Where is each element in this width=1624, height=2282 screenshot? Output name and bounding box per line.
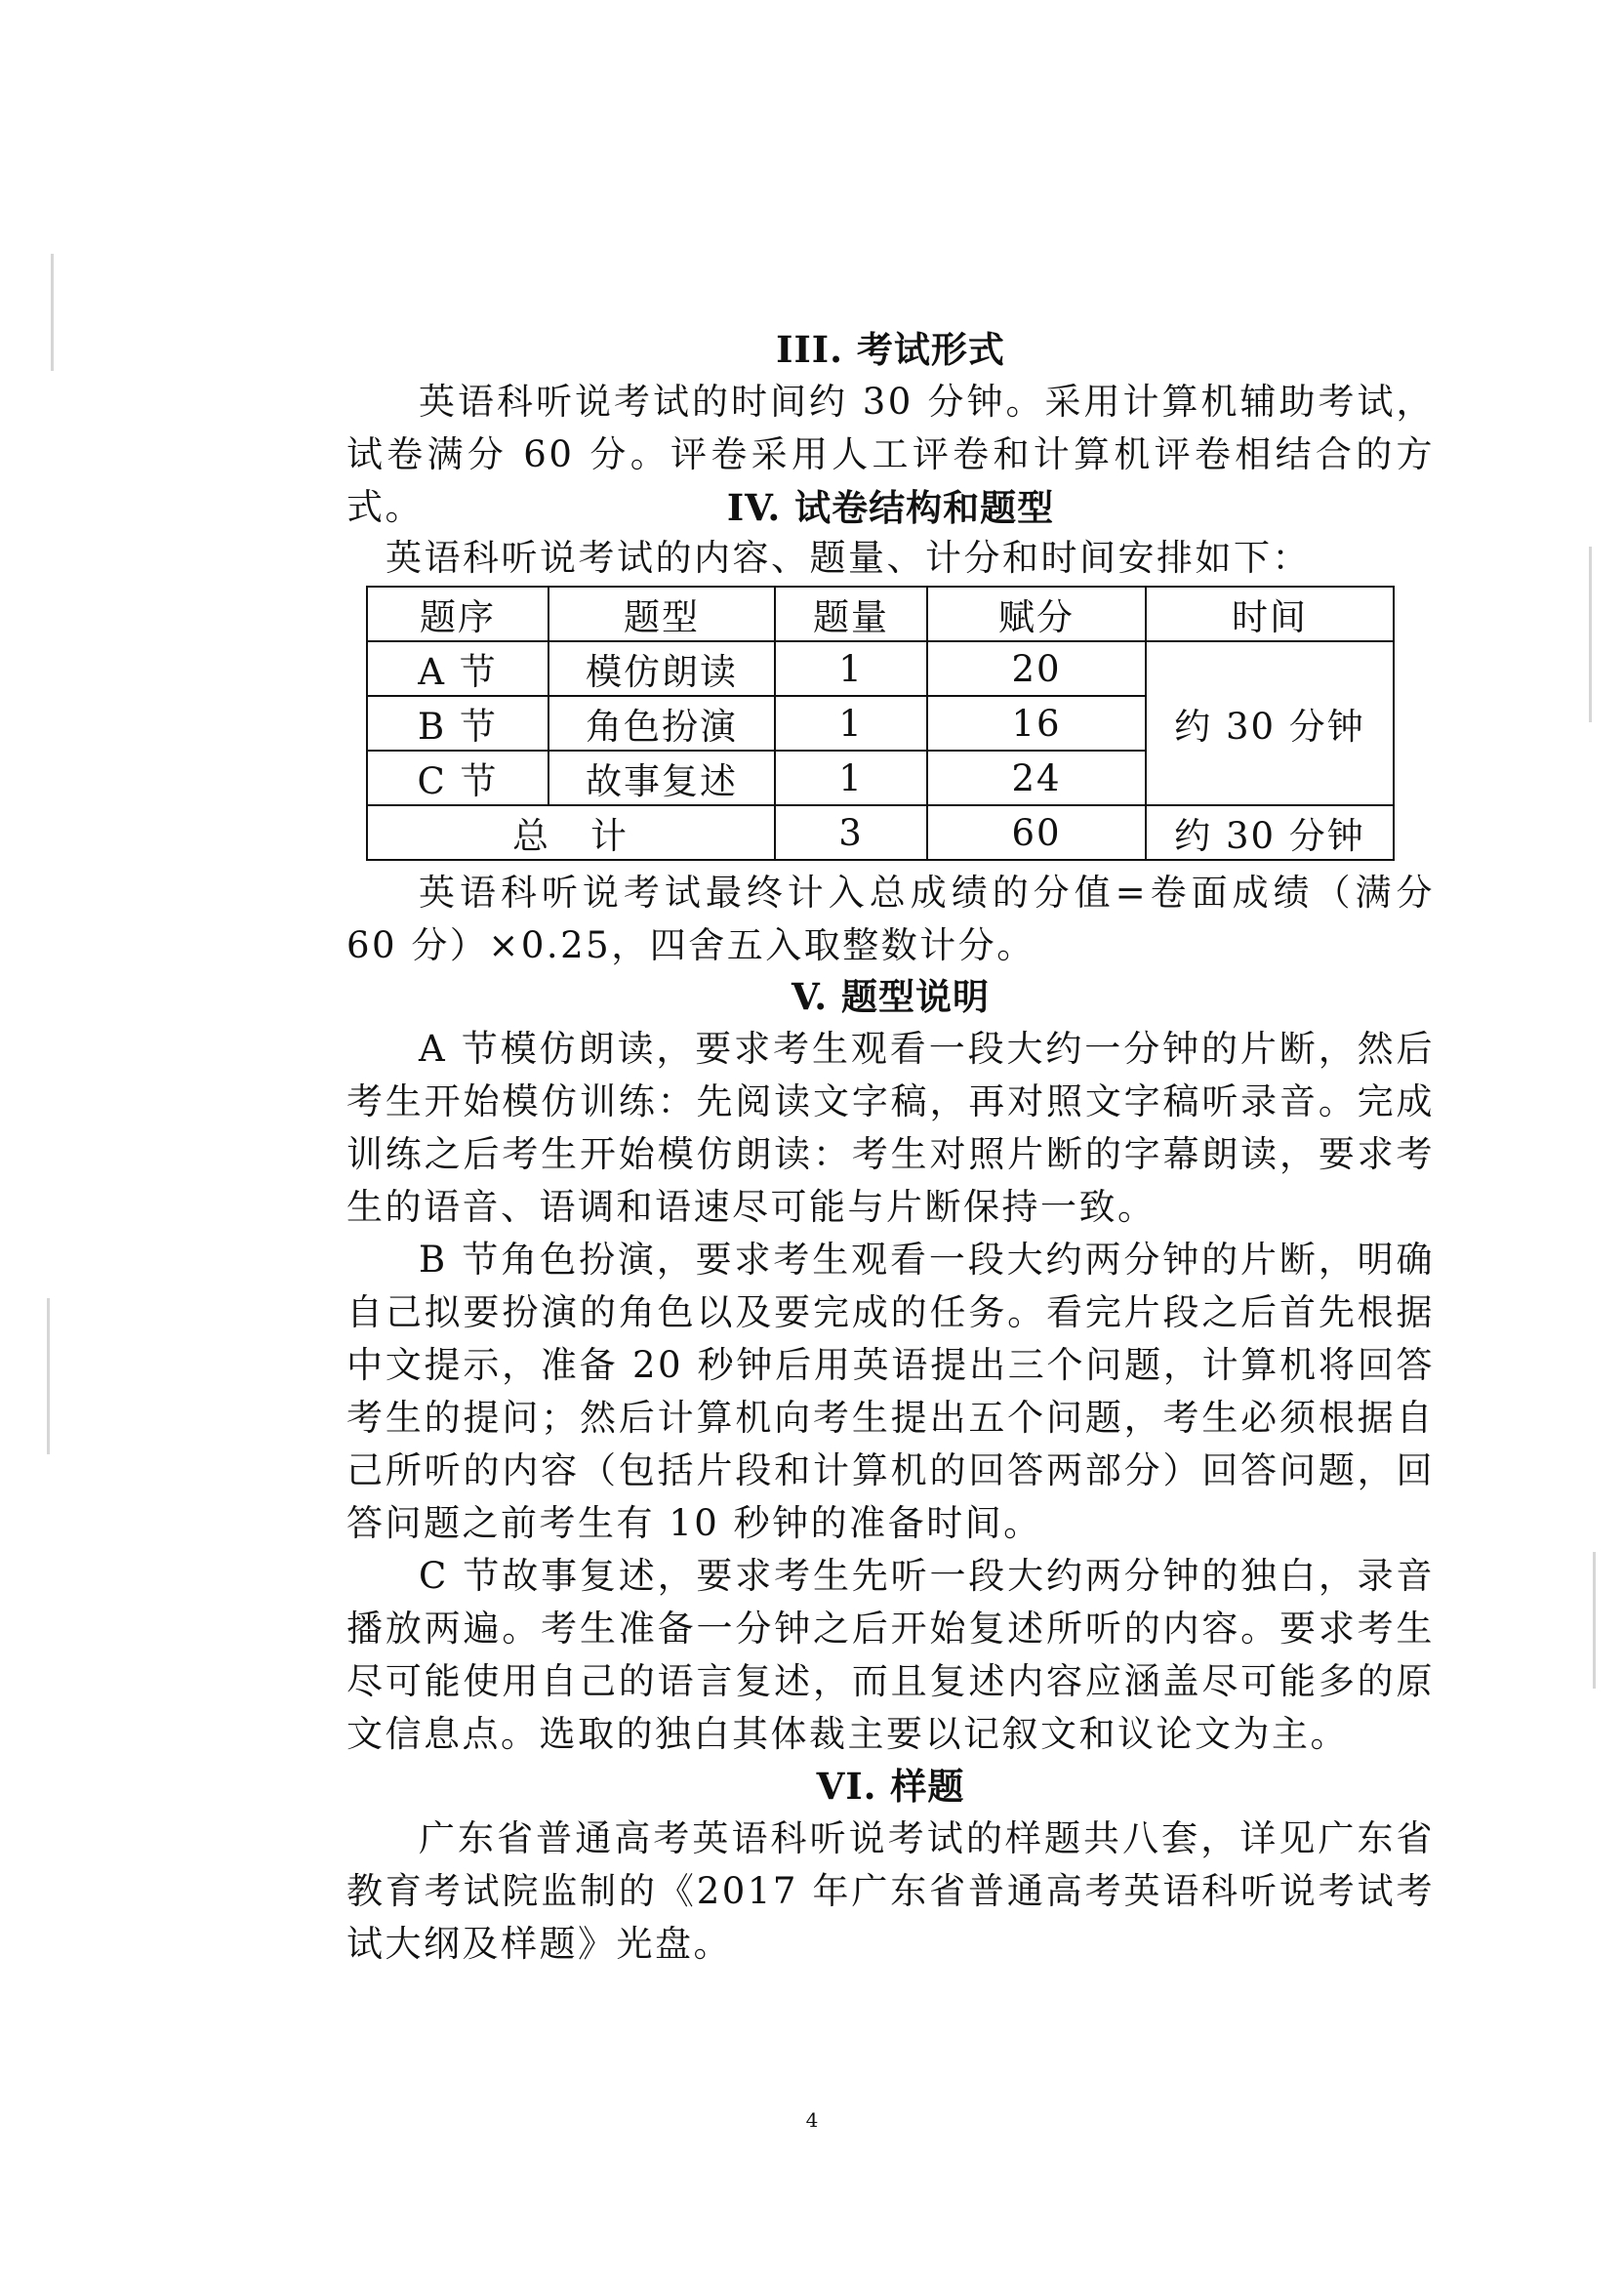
scan-mark-left xyxy=(47,1298,50,1454)
table-cell: 1 xyxy=(775,641,927,696)
section-6-heading: VI. 样题 xyxy=(816,1765,965,1808)
table-cell: A 节 xyxy=(367,641,548,696)
section-5-paragraph-b: B 节角色扮演，要求考生观看一段大约两分钟的片断，明确自己拟要扮演的角色以及要完成的任务。看完片段之后首先根据中文提示，准备 20 秒钟后用英语提出三个问题，计算机将回答考生的提问；然后计算机向考生提出五个问题，考生必须根据自己所听的内容（包括片段和计算机的回答两部分）回答问题，回答问题之前考生有 10 秒钟的准备时间。 xyxy=(346,1239,1435,1544)
table-cell: B 节 xyxy=(367,696,548,751)
section-4-note: 英语科听说考试最终计入总成绩的分值=卷面成绩（满分 60 分）×0.25，四舍五入取整数计分。 xyxy=(346,872,1435,966)
section-3-paragraph: 英语科听说考试的时间约 30 分钟。采用计算机辅助考试，试卷满分 60 分。评卷采用人工评卷和计算机评卷相结合的方式。 xyxy=(346,381,1435,528)
table-cell: 1 xyxy=(775,696,927,751)
total-count-cell: 3 xyxy=(775,805,927,860)
table-cell: 1 xyxy=(775,751,927,805)
section-5-heading: V. 题型说明 xyxy=(791,975,990,1018)
header-cell: 时间 xyxy=(1146,587,1394,641)
table-cell: 20 xyxy=(927,641,1146,696)
total-time-cell: 约 30 分钟 xyxy=(1146,805,1394,860)
header-cell: 题量 xyxy=(775,587,927,641)
table-cell: 24 xyxy=(927,751,1146,805)
section-3-heading: III. 考试形式 xyxy=(776,328,1005,371)
scan-mark-right xyxy=(1589,547,1592,722)
total-score-cell: 60 xyxy=(927,805,1146,860)
header-cell: 题型 xyxy=(548,587,775,641)
merged-time-cell: 约 30 分钟 xyxy=(1146,641,1394,805)
section-5-paragraph-a: A 节模仿朗读，要求考生观看一段大约一分钟的片断，然后考生开始模仿训练：先阅读文字稿，再对照文字稿听录音。完成训练之后考生开始模仿朗读：考生对照片断的字幕朗读，要求考生的语音、语调和语速尽可能与片断保持一致。 xyxy=(346,1028,1435,1228)
section-4-heading: IV. 试卷结构和题型 xyxy=(726,486,1055,529)
scan-mark-right xyxy=(1593,1552,1596,1689)
table-cell: 模仿朗读 xyxy=(548,641,775,696)
exam-structure-table xyxy=(366,586,1395,861)
section-5-paragraph-c: C 节故事复述，要求考生先听一段大约两分钟的独白，录音播放两遍。考生准备一分钟之后开始复述所听的内容。要求考生尽可能使用自己的语言复述，而且复述内容应涵盖尽可能多的原文信息点。选取的独白其体裁主要以记叙文和议论文为主。 xyxy=(346,1555,1435,1755)
table-header-row xyxy=(367,587,1394,641)
header-cell: 题序 xyxy=(367,587,548,641)
page-number: 4 xyxy=(805,2108,819,2132)
scan-mark-left xyxy=(51,254,54,371)
total-label-cell: 总 计 xyxy=(367,805,775,860)
table-cell: 故事复述 xyxy=(548,751,775,805)
section-4-intro: 英语科听说考试的内容、题量、计分和时间安排如下： xyxy=(386,537,1311,579)
table-cell: C 节 xyxy=(367,751,548,805)
section-6-paragraph: 广东省普通高考英语科听说考试的样题共八套，详见广东省教育考试院监制的《2017 年广东省普通高考英语科听说考试考试大纲及样题》光盘。 xyxy=(346,1817,1435,1965)
table-cell: 角色扮演 xyxy=(548,696,775,751)
table-cell: 16 xyxy=(927,696,1146,751)
table-total-row xyxy=(367,805,1394,860)
header-cell: 赋分 xyxy=(927,587,1146,641)
table-row xyxy=(367,641,1394,696)
